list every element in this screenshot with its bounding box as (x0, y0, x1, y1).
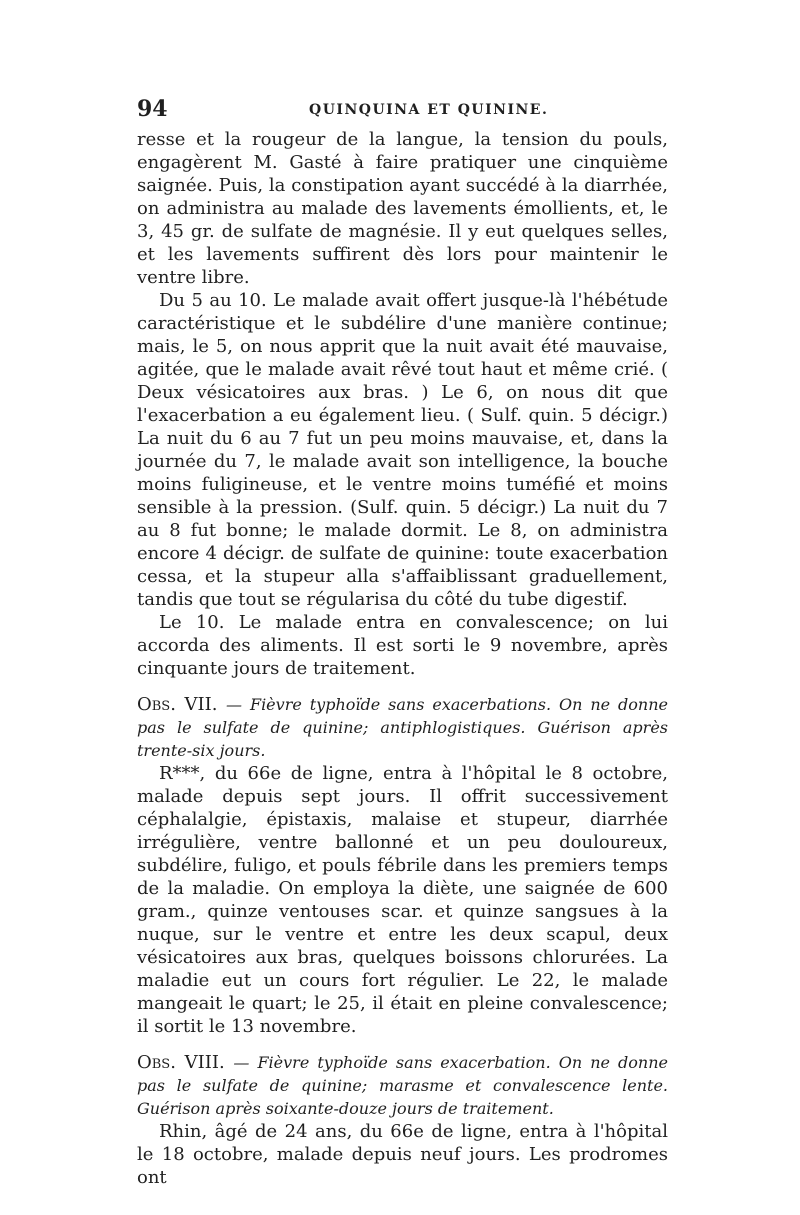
paragraph: resse et la rougeur de la langue, la tension du pouls, engagèrent M. Gasté à faire pratiquer une cinquième saignée. Puis, la constipation ayant succédé à la diarrhée, on administra au malade des lavements émollients, et, le 3, 45 gr. de sulfate de magnésie. Il y eut quelques selles, et les lavements suffirent dès lors pour maintenir le ventre libre. (137, 129, 668, 288)
paragraph: Du 5 au 10. Le malade avait offert jusque-là l'hébétude caractéristique et le subdélire d'une manière continue; mais, le 5, on nous apprit que la nuit avait été mauvaise, agitée, que le malade avait rêvé tout haut et même crié. ( Deux vésicatoires aux bras. ) Le 6, on nous dit que l'exacerbation a eu également lieu. ( Sulf. quin. 5 décigr.) La nuit du 6 au 7 fut un peu moins mauvaise, et, dans la journée du 7, le malade avait son intelligence, la bouche moins fuligineuse, et le ventre moins tuméfié et moins sensible à la pression. (Sulf. quin. 5 décigr.) La nuit du 7 au 8 fut bonne; le malade dormit. Le 8, on administra encore 4 décigr. de sulfate de quinine: toute exacerbation cessa, et la stupeur alla s'affaiblissant graduellement, tandis que tout se régularisa du côté du tube digestif. (137, 290, 668, 610)
observation-heading (137, 693, 668, 762)
observation-label: Obs. VIII. (137, 1052, 225, 1073)
observation-heading (137, 1051, 668, 1120)
running-title: QUINQUINA ET QUININE. (309, 102, 549, 118)
observation-title: — Fièvre typhoïde sans exacerbations. On ne donne pas le sulfate de quinine; antiphlogistiques. Guérison après trente-six jours. (137, 695, 668, 760)
page-header (137, 96, 673, 126)
observation-text: Rhin, âgé de 24 ans, du 66e de ligne, entra à l'hôpital le 18 octobre, malade depuis neuf jours. Les prodromes ont (137, 1121, 668, 1188)
observation-label: Obs. VII. (137, 694, 218, 715)
observation-title: — Fièvre typhoïde sans exacerbation. On ne donne pas le sulfate de quinine; marasme et convalescence lente. Guérison après soixante-douze jours de traitement. (137, 1053, 668, 1118)
page-body (137, 128, 668, 1189)
paragraph: Le 10. Le malade entra en convalescence; on lui accorda des aliments. Il est sorti le 9 novembre, après cinquante jours de traitement. (137, 612, 668, 679)
page-number: 94 (137, 96, 168, 122)
observation-text: R***, du 66e de ligne, entra à l'hôpital le 8 octobre, malade depuis sept jours. Il offrit successivement céphalalgie, épistaxis, malaise et stupeur, diarrhée irrégulière, ventre ballonné et un peu douloureux, subdélire, fuligo, et pouls fébrile dans les premiers temps de la maladie. On employa la diète, une saignée de 600 gram., quinze ventouses scar. et quinze sangsues à la nuque, sur le ventre et entre les deux scapul, deux vésicatoires aux bras, quelques boissons chlorurées. La maladie eut un cours fort régulier. Le 22, le malade mangeait le quart; le 25, il était en pleine convalescence; il sortit le 13 novembre. (137, 763, 668, 1037)
